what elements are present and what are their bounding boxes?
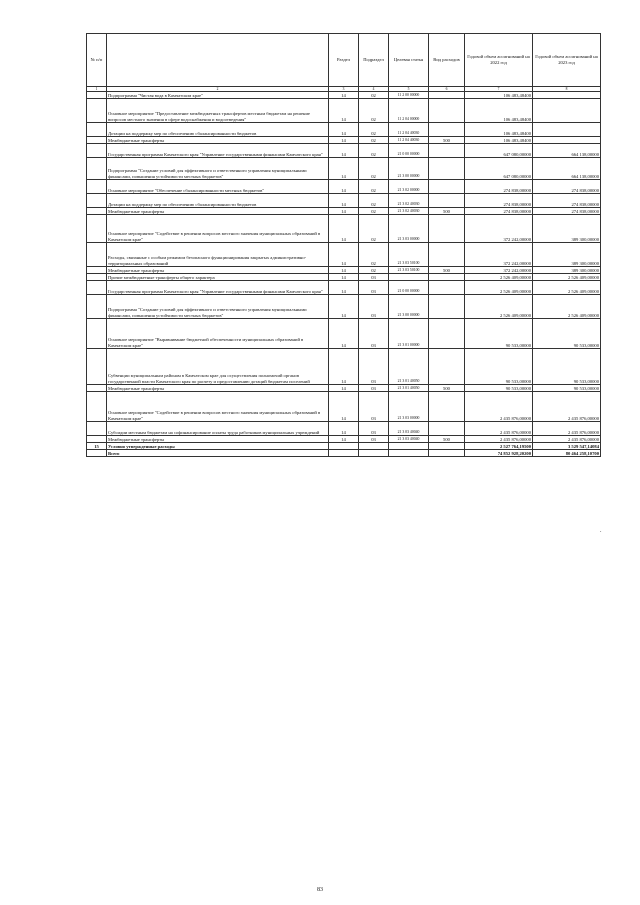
budget-table [86, 33, 601, 457]
row-volume-2022: 2 435 876,00000 [465, 436, 533, 443]
row-volume-2023 [533, 137, 601, 144]
row-expense-type [429, 422, 465, 436]
row-subsection: 02 [359, 215, 389, 243]
row-number [87, 450, 107, 457]
row-subsection: 03 [359, 349, 389, 385]
row-volume-2023 [533, 99, 601, 123]
table-row [87, 385, 601, 392]
row-section: 14 [329, 215, 359, 243]
row-subsection [359, 443, 389, 450]
row-volume-2023: 389 300,00000 [533, 267, 601, 274]
header-subsection: Подраздел [359, 34, 389, 87]
row-volume-2022: 647 080,00000 [465, 158, 533, 180]
row-volume-2023: 3 529 547,14084 [533, 443, 601, 450]
row-subsection: 03 [359, 295, 389, 319]
row-number [87, 349, 107, 385]
row-subsection: 03 [359, 274, 389, 281]
row-section: 14 [329, 436, 359, 443]
row-subsection: 03 [359, 385, 389, 392]
row-subsection: 02 [359, 208, 389, 215]
row-volume-2022: 106 483,48400 [465, 99, 533, 123]
row-expense-type [429, 349, 465, 385]
row-number [87, 319, 107, 349]
row-expense-type [429, 194, 465, 208]
table-body [87, 87, 601, 457]
row-number [87, 422, 107, 436]
row-subsection: 02 [359, 158, 389, 180]
row-subsection: 02 [359, 99, 389, 123]
row-volume-2022: 90 533,00000 [465, 319, 533, 349]
column-number: 7 [465, 87, 533, 92]
table-header-row [87, 34, 601, 87]
row-name: Условно утвержденные расходы [107, 443, 329, 450]
row-volume-2023: 2 526 409,00000 [533, 295, 601, 319]
row-target-article: 21 3 02 40030 [389, 194, 429, 208]
header-target-article: Целевая статья [389, 34, 429, 87]
row-name: Государственная программа Камчатского края "Управление государственными финансами Камчатского края" [107, 281, 329, 295]
row-section: 14 [329, 144, 359, 158]
row-section: 14 [329, 208, 359, 215]
row-volume-2023: 664 138,00000 [533, 158, 601, 180]
row-target-article: 21 3 01 40050 [389, 385, 429, 392]
row-target-article: 11 2 04 40030 [389, 137, 429, 144]
row-expense-type: 500 [429, 137, 465, 144]
row-number [87, 137, 107, 144]
row-number [87, 243, 107, 267]
row-volume-2022: 274 838,00000 [465, 194, 533, 208]
row-section: 14 [329, 180, 359, 194]
table-row [87, 436, 601, 443]
row-section: 14 [329, 158, 359, 180]
table-row [87, 123, 601, 137]
row-volume-2022: 274 838,00000 [465, 208, 533, 215]
row-expense-type [429, 295, 465, 319]
row-section: 14 [329, 392, 359, 422]
row-target-article: 21 3 03 40040 [389, 436, 429, 443]
row-target-article [389, 443, 429, 450]
row-section: 14 [329, 385, 359, 392]
row-target-article: 21 3 03 40040 [389, 422, 429, 436]
row-number [87, 295, 107, 319]
row-name: Дотации на поддержку мер по обеспечению сбалансированности бюджетов [107, 194, 329, 208]
row-subsection: 03 [359, 422, 389, 436]
row-volume-2022: 2 526 409,00000 [465, 281, 533, 295]
row-volume-2022: 2 526 409,00000 [465, 295, 533, 319]
row-expense-type [429, 274, 465, 281]
table-row [87, 158, 601, 180]
row-section: 14 [329, 274, 359, 281]
row-number [87, 267, 107, 274]
row-target-article [389, 450, 429, 457]
row-number [87, 385, 107, 392]
table-row [87, 274, 601, 281]
row-volume-2022: 106 483,48400 [465, 137, 533, 144]
row-volume-2022: 106 483,48400 [465, 123, 533, 137]
row-expense-type [429, 281, 465, 295]
row-volume-2023: 2 435 876,00000 [533, 422, 601, 436]
row-target-article: 11 2 00 00000 [389, 92, 429, 99]
header-volume-2023: Годовой объем ассигнований на 2023 год [533, 34, 601, 87]
table-row [87, 281, 601, 295]
row-volume-2023: 664 138,00000 [533, 144, 601, 158]
row-volume-2022: 74 852 928,20200 [465, 450, 533, 457]
row-expense-type [429, 319, 465, 349]
row-section: 14 [329, 349, 359, 385]
row-expense-type [429, 92, 465, 99]
row-volume-2022: 274 838,00000 [465, 180, 533, 194]
row-target-article: 21 0 00 00000 [389, 144, 429, 158]
row-volume-2023 [533, 92, 601, 99]
row-name: Межбюджетные трансферты [107, 436, 329, 443]
row-number [87, 144, 107, 158]
table-row [87, 443, 601, 450]
row-name: Всего [107, 450, 329, 457]
row-subsection: 03 [359, 436, 389, 443]
row-expense-type: 500 [429, 267, 465, 274]
row-volume-2023: 90 533,00000 [533, 319, 601, 349]
row-name: Межбюджетные трансферты [107, 208, 329, 215]
header-section: Раздел [329, 34, 359, 87]
table-row [87, 267, 601, 274]
row-volume-2022: 106 483,48400 [465, 92, 533, 99]
row-target-article: 21 3 02 00000 [389, 180, 429, 194]
table-row [87, 194, 601, 208]
row-section: 14 [329, 92, 359, 99]
row-subsection: 02 [359, 243, 389, 267]
row-expense-type: 500 [429, 208, 465, 215]
row-subsection: 02 [359, 180, 389, 194]
row-subsection: 03 [359, 281, 389, 295]
row-name: Межбюджетные трансферты [107, 385, 329, 392]
row-number [87, 392, 107, 422]
column-number: 2 [107, 87, 329, 92]
row-section: 14 [329, 267, 359, 274]
row-volume-2023: 274 838,00000 [533, 180, 601, 194]
row-name: Дотации на поддержку мер по обеспечению сбалансированности бюджетов [107, 123, 329, 137]
row-subsection: 02 [359, 194, 389, 208]
table-row [87, 92, 601, 99]
row-volume-2023 [533, 123, 601, 137]
column-number: 4 [359, 87, 389, 92]
row-section: 14 [329, 281, 359, 295]
row-expense-type: 500 [429, 436, 465, 443]
row-expense-type [429, 123, 465, 137]
row-section: 14 [329, 422, 359, 436]
row-volume-2023: 274 838,00000 [533, 208, 601, 215]
row-name: Подпрограмма "Создание условий для эффективного и ответственного управления муниципальными финансами, повышения устойчивости местных бюджетов" [107, 158, 329, 180]
row-name: Государственная программа Камчатского края "Управление государственными финансами Камчатского края" [107, 144, 329, 158]
row-expense-type [429, 450, 465, 457]
column-number: 8 [533, 87, 601, 92]
header-volume-2022: Годовой объем ассигнований на 2022 год [465, 34, 533, 87]
row-number: 15 [87, 443, 107, 450]
row-section: 14 [329, 137, 359, 144]
column-number: 1 [87, 87, 107, 92]
row-volume-2022: 90 533,00000 [465, 385, 533, 392]
row-volume-2023: 90 533,00000 [533, 349, 601, 385]
row-target-article: 21 3 03 50100 [389, 267, 429, 274]
column-number: 5 [389, 87, 429, 92]
row-section: 14 [329, 123, 359, 137]
row-section: 14 [329, 194, 359, 208]
row-volume-2022: 2 435 876,00000 [465, 422, 533, 436]
row-volume-2022: 372 242,00000 [465, 267, 533, 274]
row-name: Основное мероприятие "Содействие в решении вопросов местного значения муниципальных образований в Камчатском крае" [107, 392, 329, 422]
column-number: 3 [329, 87, 359, 92]
row-subsection: 02 [359, 92, 389, 99]
row-name: Подпрограмма "Создание условий для эффективного и ответственного управления муниципальными финансами, повышения устойчивости местных бюджетов" [107, 295, 329, 319]
table-row [87, 319, 601, 349]
header-name [107, 34, 329, 87]
row-section: 14 [329, 319, 359, 349]
row-volume-2023: 2 435 876,00000 [533, 392, 601, 422]
column-number: 6 [429, 87, 465, 92]
row-target-article: 21 3 02 40030 [389, 208, 429, 215]
row-section [329, 443, 359, 450]
row-subsection: 02 [359, 137, 389, 144]
table-row [87, 392, 601, 422]
row-expense-type [429, 215, 465, 243]
row-volume-2022: 90 533,00000 [465, 349, 533, 385]
row-target-article: 21 3 03 50100 [389, 243, 429, 267]
row-volume-2022: 2 527 764,19500 [465, 443, 533, 450]
budget-document [86, 33, 600, 457]
row-name: Основное мероприятие "Выравнивание бюджетной обеспеченности муниципальных образований в Камчатском крае" [107, 319, 329, 349]
row-number [87, 281, 107, 295]
row-number [87, 215, 107, 243]
row-name: Расходы, связанные с особым режимом безопасного функционирования закрытых административно-территориальных образований [107, 243, 329, 267]
row-expense-type [429, 243, 465, 267]
margin-mark: . [600, 528, 602, 534]
row-target-article: 21 3 00 00000 [389, 295, 429, 319]
table-row [87, 137, 601, 144]
row-name: Основное мероприятие "Обеспечение сбалансированности местных бюджетов" [107, 180, 329, 194]
row-volume-2023: 389 300,00000 [533, 215, 601, 243]
row-subsection: 02 [359, 267, 389, 274]
row-name: Субсидии местным бюджетам на софинансирование оплаты труда работников муниципальных учреждений [107, 422, 329, 436]
row-target-article [389, 274, 429, 281]
row-name: Межбюджетные трансферты [107, 137, 329, 144]
row-section [329, 450, 359, 457]
row-volume-2022: 372 242,00000 [465, 215, 533, 243]
row-expense-type [429, 158, 465, 180]
row-number [87, 208, 107, 215]
row-expense-type [429, 144, 465, 158]
row-subsection: 02 [359, 144, 389, 158]
row-section: 14 [329, 243, 359, 267]
row-volume-2022: 647 080,00000 [465, 144, 533, 158]
row-target-article: 21 3 03 00000 [389, 215, 429, 243]
table-row [87, 243, 601, 267]
row-volume-2023: 389 300,00000 [533, 243, 601, 267]
row-target-article: 21 3 01 00000 [389, 319, 429, 349]
table-row [87, 144, 601, 158]
row-volume-2022: 372 242,00000 [465, 243, 533, 267]
table-row [87, 422, 601, 436]
row-number [87, 180, 107, 194]
row-target-article: 21 0 00 00000 [389, 281, 429, 295]
row-subsection: 02 [359, 123, 389, 137]
row-subsection: 03 [359, 319, 389, 349]
table-row [87, 180, 601, 194]
row-target-article: 21 3 03 00000 [389, 392, 429, 422]
row-volume-2023: 2 526 409,00000 [533, 281, 601, 295]
row-volume-2023: 90 533,00000 [533, 385, 601, 392]
row-expense-type [429, 392, 465, 422]
row-number [87, 99, 107, 123]
row-volume-2023: 80 464 258,10700 [533, 450, 601, 457]
row-expense-type [429, 443, 465, 450]
row-name: Прочие межбюджетные трансферты общего характера [107, 274, 329, 281]
table-row [87, 295, 601, 319]
row-target-article: 21 3 00 00000 [389, 158, 429, 180]
table-row [87, 450, 601, 457]
row-name: Подпрограмма "Чистая вода в Камчатском крае" [107, 92, 329, 99]
row-number [87, 274, 107, 281]
row-volume-2023: 2 435 876,00000 [533, 436, 601, 443]
table-row [87, 215, 601, 243]
header-expense-type: Вид расходов [429, 34, 465, 87]
row-volume-2023: 2 526 409,00000 [533, 274, 601, 281]
row-number [87, 92, 107, 99]
row-section: 14 [329, 295, 359, 319]
row-target-article: 11 2 04 00000 [389, 99, 429, 123]
row-number [87, 158, 107, 180]
table-row [87, 99, 601, 123]
row-number [87, 436, 107, 443]
row-expense-type [429, 180, 465, 194]
table-row [87, 349, 601, 385]
row-expense-type [429, 99, 465, 123]
row-name: Субвенции муниципальным районам в Камчатском крае для осуществления полномочий органов государственной власти Камчатского края по расчету и предоставлению дотаций бюджетам поселений [107, 349, 329, 385]
header-num: № п/п [87, 34, 107, 87]
row-target-article: 11 2 04 40030 [389, 123, 429, 137]
row-name: Основное мероприятие "Предоставление межбюджетных трансфертов местным бюджетам на решение вопросов местного значения в сфере водоснабжения и водоотведения" [107, 99, 329, 123]
row-number [87, 123, 107, 137]
row-expense-type: 500 [429, 385, 465, 392]
page-number: 83 [317, 887, 323, 893]
row-volume-2023: 274 838,00000 [533, 194, 601, 208]
row-subsection: 03 [359, 392, 389, 422]
row-number [87, 194, 107, 208]
row-section: 14 [329, 99, 359, 123]
table-row [87, 208, 601, 215]
row-subsection [359, 450, 389, 457]
row-name: Основное мероприятие "Содействие в решении вопросов местного значения муниципальных образований в Камчатском крае" [107, 215, 329, 243]
row-target-article: 21 3 01 40050 [389, 349, 429, 385]
row-volume-2022: 2 526 409,00000 [465, 274, 533, 281]
row-name: Межбюджетные трансферты [107, 267, 329, 274]
row-volume-2022: 2 435 876,00000 [465, 392, 533, 422]
